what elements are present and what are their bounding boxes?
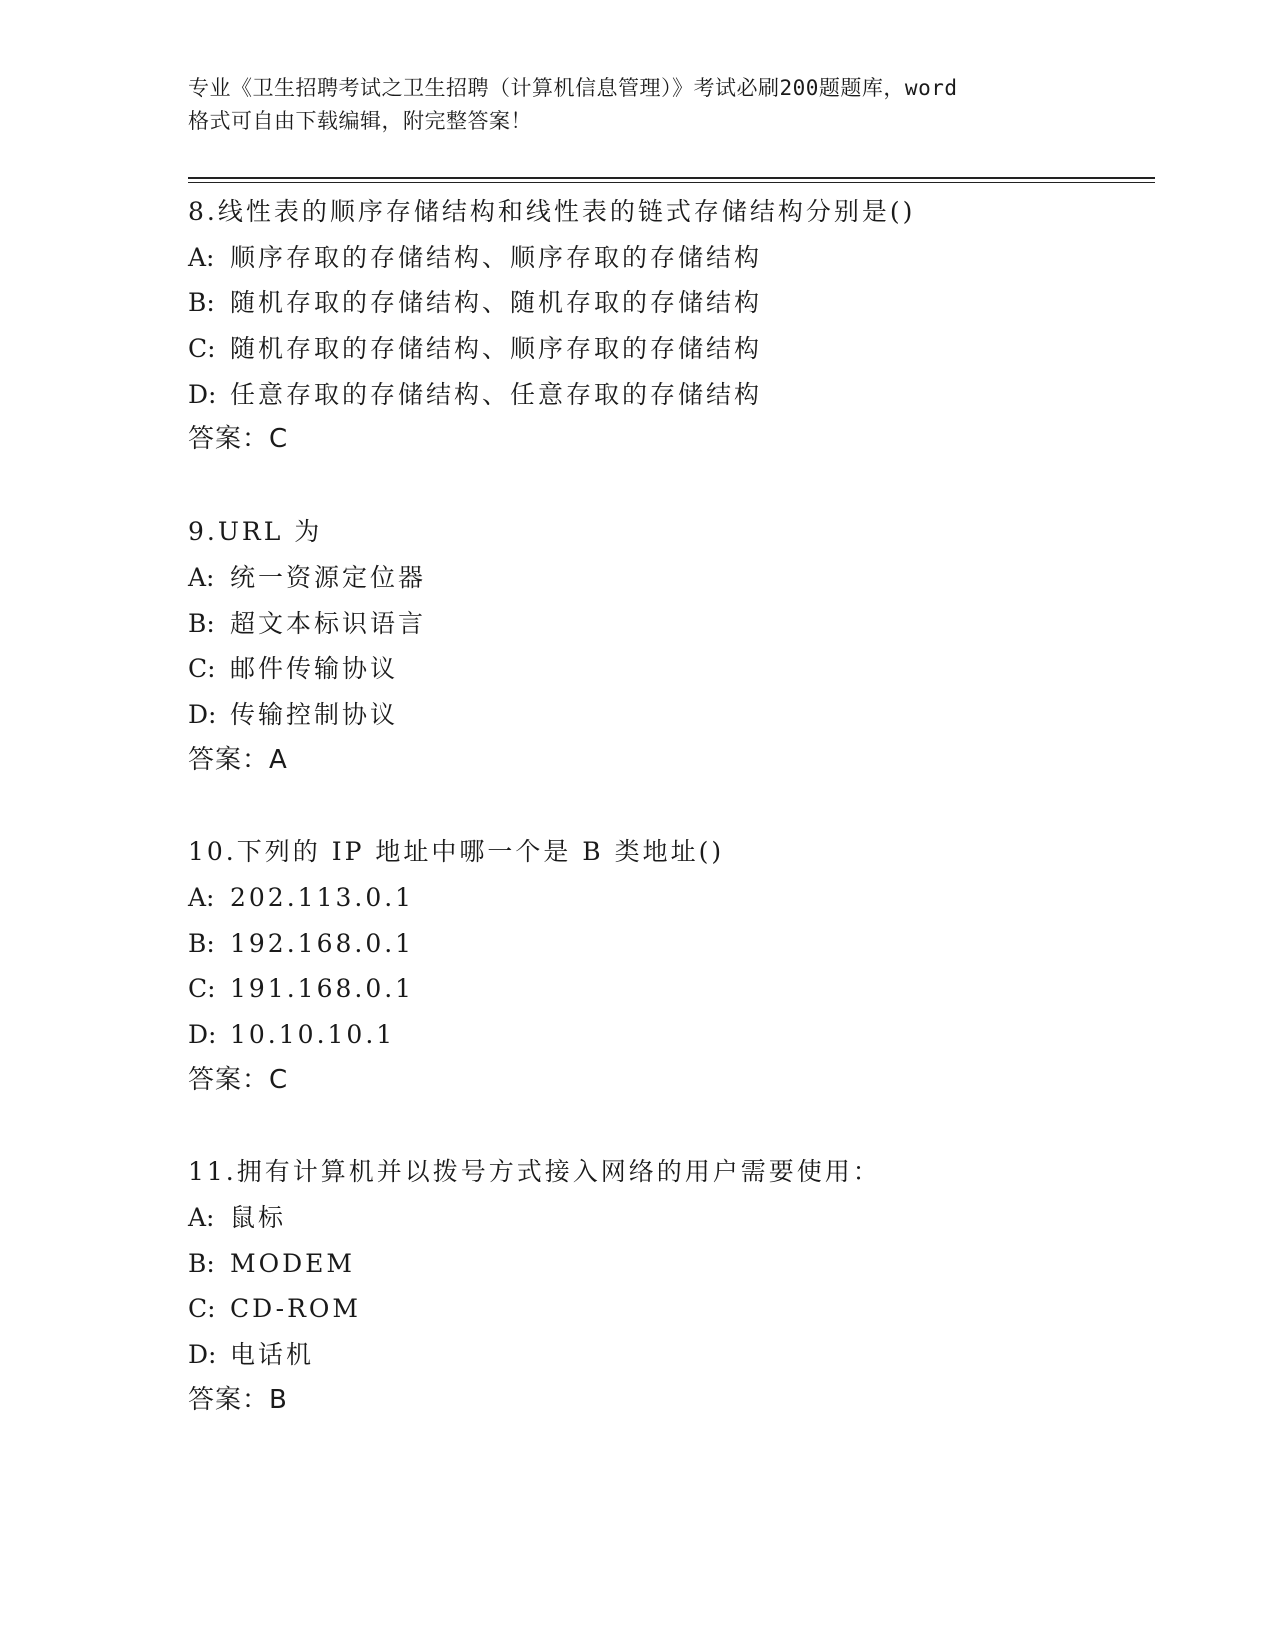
document-header bbox=[188, 72, 1088, 138]
option-b bbox=[188, 921, 1148, 967]
option-c bbox=[188, 1286, 1148, 1332]
option-a bbox=[188, 235, 1148, 281]
option-a bbox=[188, 875, 1148, 921]
option-text: 统一资源定位器 bbox=[230, 562, 427, 592]
option-key: D: bbox=[188, 1340, 217, 1370]
option-key: A: bbox=[188, 882, 215, 912]
option-text: 192.168.0.1 bbox=[230, 928, 415, 958]
question-stem: 9.URL 为 bbox=[188, 517, 323, 547]
option-text: 邮件传输协议 bbox=[230, 654, 399, 684]
option-key: C: bbox=[188, 334, 216, 364]
option-text: 鼠标 bbox=[230, 1203, 287, 1233]
question-stem: 8.线性表的顺序存储结构和线性表的链式存储结构分别是() bbox=[188, 197, 916, 226]
header-divider-thin bbox=[188, 182, 1155, 183]
option-d bbox=[188, 692, 1148, 738]
question-block-9 bbox=[188, 509, 1148, 783]
option-a bbox=[188, 1195, 1148, 1241]
option-text: 电话机 bbox=[230, 1340, 315, 1370]
answer-line: 答案：B bbox=[188, 1384, 288, 1415]
header-divider-thick bbox=[188, 177, 1155, 179]
option-c bbox=[188, 966, 1148, 1012]
answer-line: 答案：A bbox=[188, 744, 288, 775]
header-line-2: 格式可自由下载编辑，附完整答案！ bbox=[188, 109, 532, 133]
option-key: B: bbox=[188, 928, 215, 958]
question-block-10 bbox=[188, 829, 1148, 1103]
option-b bbox=[188, 280, 1148, 326]
option-key: A: bbox=[188, 562, 215, 592]
option-key: B: bbox=[188, 608, 215, 638]
option-text: 任意存取的存储结构、任意存取的存储结构 bbox=[230, 379, 763, 409]
option-key: B: bbox=[188, 1248, 215, 1278]
option-c bbox=[188, 326, 1148, 372]
option-key: D: bbox=[188, 1020, 217, 1049]
option-a bbox=[188, 555, 1148, 601]
answer-line: 答案：C bbox=[188, 424, 289, 455]
header-line-1: 专业《卫生招聘考试之卫生招聘（计算机信息管理）》考试必刷200题题库，word bbox=[188, 76, 958, 100]
option-text: 202.113.0.1 bbox=[230, 882, 415, 912]
option-d bbox=[188, 1012, 1148, 1058]
question-list bbox=[188, 189, 1148, 1470]
answer-line: 答案：C bbox=[188, 1064, 289, 1095]
option-key: D: bbox=[188, 379, 217, 409]
option-d bbox=[188, 1332, 1148, 1378]
option-text: 10.10.10.1 bbox=[230, 1020, 396, 1049]
option-text: 传输控制协议 bbox=[230, 699, 399, 729]
option-key: C: bbox=[188, 1294, 216, 1324]
option-c bbox=[188, 646, 1148, 692]
option-text: 顺序存取的存储结构、顺序存取的存储结构 bbox=[230, 242, 763, 272]
question-stem: 10.下列的 IP 地址中哪一个是 B 类地址() bbox=[188, 837, 725, 867]
question-block-11 bbox=[188, 1149, 1148, 1423]
option-b bbox=[188, 1241, 1148, 1287]
question-block-8 bbox=[188, 189, 1148, 463]
option-key: B: bbox=[188, 288, 215, 318]
option-key: D: bbox=[188, 699, 217, 729]
option-text: 超文本标识语言 bbox=[230, 608, 427, 638]
option-key: A: bbox=[188, 1203, 215, 1233]
question-stem: 11.拥有计算机并以拨号方式接入网络的用户需要使用： bbox=[188, 1157, 881, 1187]
option-text: MODEM bbox=[230, 1248, 355, 1278]
option-text: 随机存取的存储结构、顺序存取的存储结构 bbox=[230, 334, 763, 364]
option-key: A: bbox=[188, 242, 215, 272]
option-b bbox=[188, 601, 1148, 647]
option-text: CD-ROM bbox=[230, 1294, 362, 1324]
option-d bbox=[188, 372, 1148, 418]
option-key: C: bbox=[188, 654, 216, 684]
option-key: C: bbox=[188, 974, 216, 1004]
option-text: 191.168.0.1 bbox=[230, 974, 415, 1004]
option-text: 随机存取的存储结构、随机存取的存储结构 bbox=[230, 288, 763, 318]
